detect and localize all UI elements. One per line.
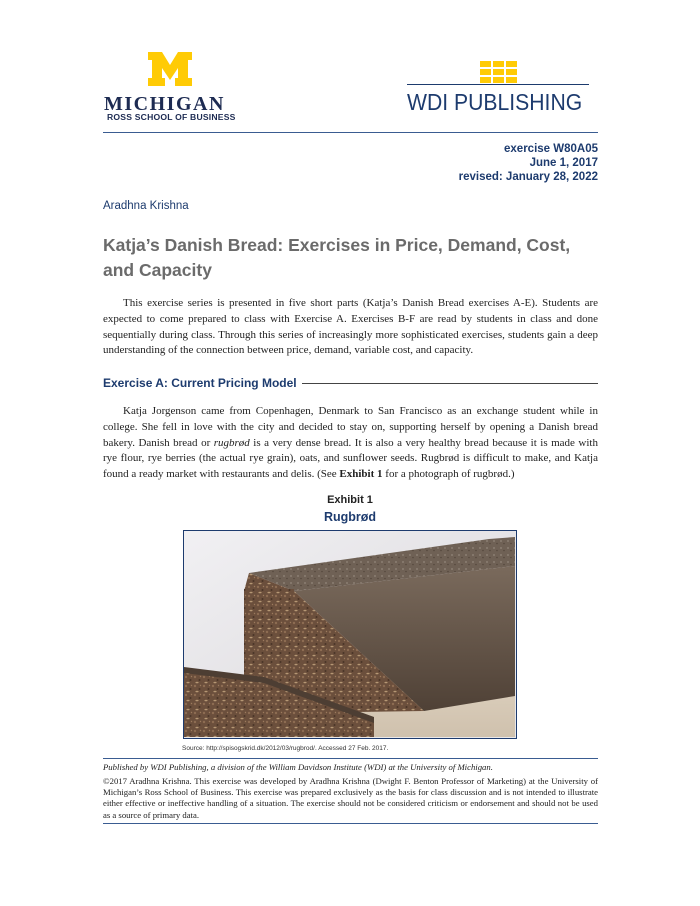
section-title: Exercise A: Current Pricing Model xyxy=(103,376,297,390)
copyright-notice: ©2017 Aradhna Krishna. This exercise was developed by Aradhna Krishna (Dwight F. Benton Professor of Marketing) at the University of Michigan’s Ross School of Business. This exercise was prepared exclusively as the basis for class discussion and is not intended to illustrate either effective or ineffective handling of a situation. The exercise should not be considered criticism or endorsement and should not be used as a source of primary data. xyxy=(103,776,598,820)
section-heading xyxy=(103,376,598,390)
intro-paragraph: This exercise series is presented in five short parts (Katja’s Danish Bread exercises A-E). Students are expected to come prepared to class with Exercise A. Exercises B-F are read by students in class and done sequentially during class. Through this series of increasingly more sophisticated exercises, students gain a deep understanding of the connection between price, demand, variable cost, and capacity. xyxy=(103,297,598,357)
ross-school-label: ROSS SCHOOL OF BUSINESS xyxy=(107,112,236,122)
exhibit-label: Exhibit 1 xyxy=(327,494,373,506)
published-notice: Published by WDI Publishing, a division of the William Davidson Institute (WDI) at the University of Michigan. xyxy=(103,762,493,772)
para-text-a: Katja Jorgenson came from Copenhagen, Denmark to San Francisco as an exchange student while in college. She fell in love with the city and decided to stay on, supporting herself by opening a Danish bread bakery. Danish bread or xyxy=(103,405,598,449)
michigan-wordmark: MICHIGAN xyxy=(104,93,225,115)
michigan-block-m-logo xyxy=(148,52,192,86)
rugbrod-photo xyxy=(183,530,517,739)
exhibit-reference: Exhibit 1 xyxy=(339,468,383,481)
wdi-grid-icon xyxy=(480,61,518,83)
photo-source: Source: http://spisogskrid.dk/2012/03/rugbrod/. Accessed 27 Feb. 2017. xyxy=(182,745,389,752)
rye-bread-illustration xyxy=(184,531,515,737)
para-italic-term: rugbrød xyxy=(213,436,250,449)
document-title: Katja’s Danish Bread: Exercises in Price, Demand, Cost, and Capacity xyxy=(103,235,571,280)
wdi-publishing-wordmark: WDI PUBLISHING xyxy=(407,89,583,115)
exercise-date: June 1, 2017 xyxy=(529,157,598,169)
para-text-b: is a very dense bread. It is also a very healthy bread because it is made with rye flour, rye berries (the actual rye grain), oats, and sunflower seeds. Rugbrød is difficult to make, and Katja found a ready market with restaurants and delis. (See xyxy=(103,436,598,481)
wdi-logo-rule xyxy=(407,84,589,85)
exercise-id: exercise W80A05 xyxy=(504,143,598,155)
exhibit-title: Rugbrød xyxy=(323,510,377,524)
footer-divider-top xyxy=(103,758,598,759)
footer-divider-bottom xyxy=(103,823,598,824)
header-divider xyxy=(103,132,598,133)
author-name: Aradhna Krishna xyxy=(103,200,189,212)
section-rule xyxy=(302,383,598,384)
para-text-c: for a photograph of rugbrød.) xyxy=(382,468,515,481)
revised-date: revised: January 28, 2022 xyxy=(458,171,598,183)
section-paragraph xyxy=(103,404,598,483)
